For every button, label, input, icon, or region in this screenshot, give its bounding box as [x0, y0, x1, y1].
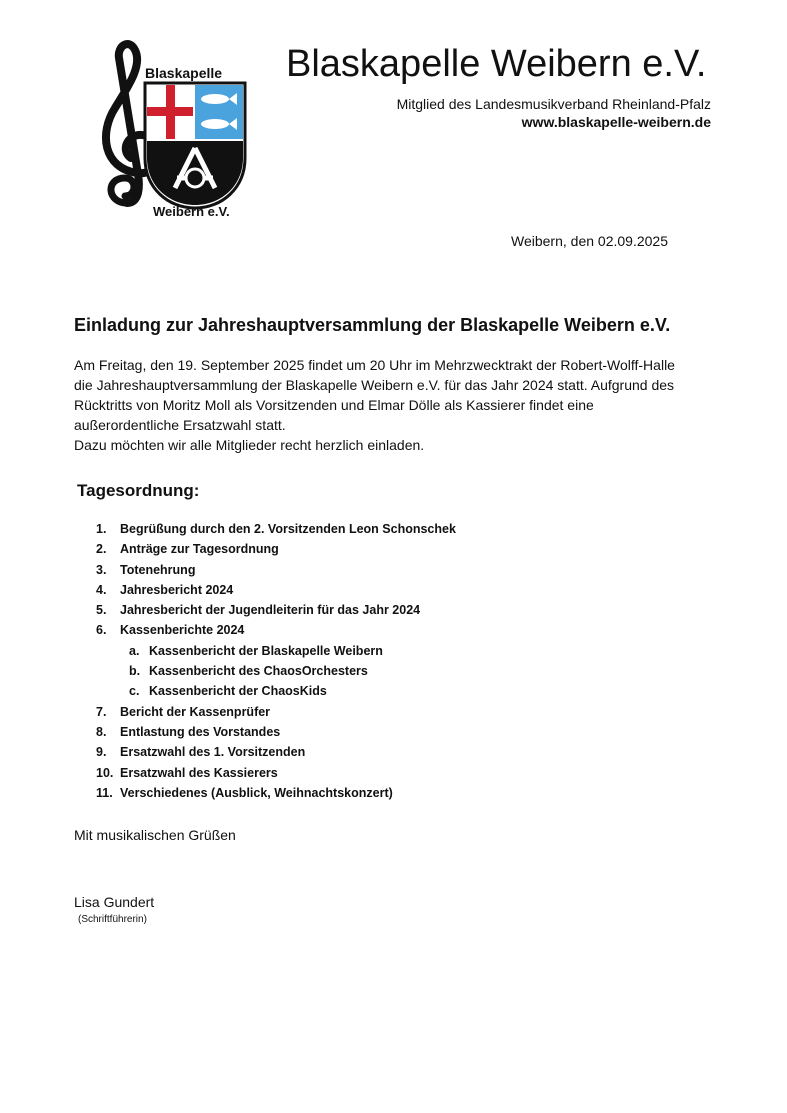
- agenda-subitem-label: Kassenbericht des ChaosOrchesters: [149, 664, 368, 679]
- body-line: Am Freitag, den 19. September 2025 findet um 20 Uhr im Mehrzwecktrakt der Robert-Wolff-Halle: [74, 357, 675, 373]
- agenda-subitem-label: Kassenbericht der ChaosKids: [149, 684, 327, 699]
- invitation-body: [74, 355, 734, 455]
- date-line: Weibern, den 02.09.2025: [511, 233, 668, 249]
- body-line: außerordentliche Ersatzwahl statt.: [74, 417, 286, 433]
- agenda-item-number: 11.: [96, 785, 113, 800]
- agenda-item-label: Bericht der Kassenprüfer: [120, 704, 271, 719]
- club-logo: [97, 38, 257, 218]
- agenda-heading: Tagesordnung:: [77, 481, 200, 500]
- agenda-item-number: 5.: [96, 603, 107, 618]
- agenda-item-label: Verschiedenes (Ausblick, Weihnachtskonzert): [120, 785, 393, 800]
- agenda-subitem-label: Kassenbericht der Blaskapelle Weibern: [149, 643, 383, 658]
- document-title: Einladung zur Jahreshauptversammlung der Blaskapelle Weibern e.V.: [74, 315, 671, 335]
- svg-text:Weibern e.V.: Weibern e.V.: [153, 204, 230, 218]
- agenda-item-number: 6.: [96, 623, 107, 638]
- agenda-item-number: 4.: [96, 582, 107, 597]
- agenda-item-label: Jahresbericht der Jugendleiterin für das Jahr 2024: [120, 603, 421, 618]
- agenda-item-label: Ersatzwahl des Kassierers: [120, 765, 278, 780]
- agenda-item-number: 10.: [96, 765, 114, 780]
- organization-title: Blaskapelle Weibern e.V.: [286, 43, 707, 85]
- closing-greeting: Mit musikalischen Grüßen: [74, 827, 236, 843]
- agenda-item-number: 2.: [96, 542, 107, 557]
- agenda-subitem-letter: a.: [129, 643, 140, 658]
- membership-line: Mitglied des Landesmusikverband Rheinland-Pfalz: [396, 96, 711, 112]
- signer-name: Lisa Gundert: [74, 894, 155, 910]
- body-line: Dazu möchten wir alle Mitglieder recht herzlich einladen.: [74, 437, 425, 453]
- agenda-item-label: Jahresbericht 2024: [120, 582, 234, 597]
- signer-role: (Schriftführerin): [78, 914, 147, 925]
- agenda-item-number: 9.: [96, 745, 107, 760]
- agenda-item-label: Entlastung des Vorstandes: [120, 724, 281, 739]
- body-line: Rücktritts von Moritz Moll als Vorsitzenden und Elmar Dölle als Kassierer findet eine: [74, 397, 594, 413]
- agenda-item-label: Ersatzwahl des 1. Vorsitzenden: [120, 745, 306, 760]
- agenda-item-label: Totenehrung: [120, 562, 196, 577]
- agenda-item-number: 7.: [96, 704, 107, 719]
- website-link[interactable]: www.blaskapelle-weibern.de: [521, 114, 711, 130]
- agenda-item-label: Begrüßung durch den 2. Vorsitzenden Leon Schonschek: [120, 522, 456, 536]
- agenda-item-label: Kassenberichte 2024: [120, 623, 245, 638]
- svg-text:Blaskapelle: Blaskapelle: [145, 65, 223, 81]
- treble-clef-crest-icon: [97, 38, 257, 218]
- agenda-item-number: 3.: [96, 562, 107, 577]
- agenda-subitem-letter: c.: [129, 684, 140, 699]
- agenda-item-number: 8.: [96, 724, 107, 739]
- body-line: die Jahreshauptversammlung der Blaskapelle Weibern e.V. für das Jahr 2024 statt. Aufgrund des: [74, 377, 675, 393]
- agenda-subitem-letter: b.: [129, 664, 141, 679]
- agenda-item-label: Anträge zur Tagesordnung: [120, 542, 279, 557]
- agenda-item-number: 1.: [96, 522, 107, 536]
